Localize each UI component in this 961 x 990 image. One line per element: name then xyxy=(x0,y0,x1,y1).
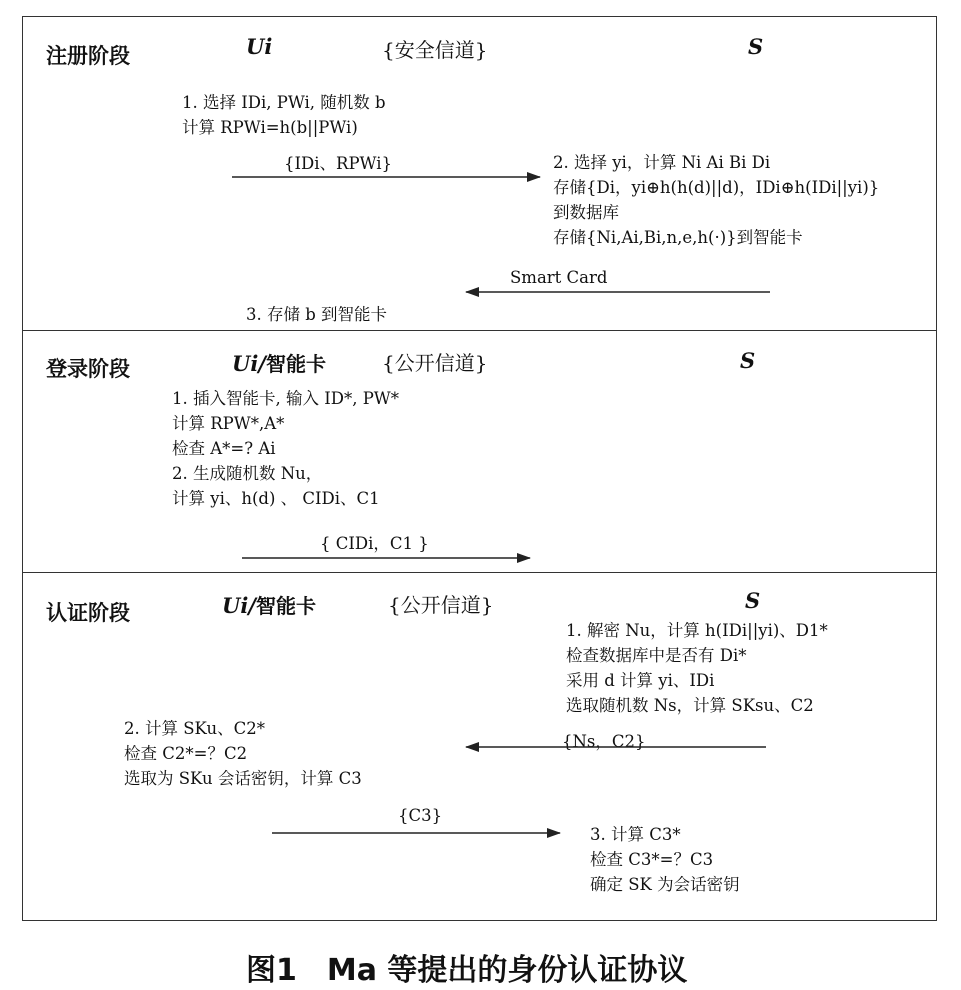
phase-label-login: 登录阶段 xyxy=(46,357,130,381)
channel-auth: {公开信道} xyxy=(388,593,494,617)
reg-msg1-label: {IDi、RPWi} xyxy=(284,154,392,173)
figure-caption: 图1 Ma 等提出的身份认证协议 xyxy=(246,953,688,988)
reg-step2-line3: 到数据库 xyxy=(553,203,619,222)
party-server-login: S xyxy=(740,348,756,373)
auth-step3-line3: 确定 SK 为会话密钥 xyxy=(590,875,740,894)
auth-step2-line1: 2. 计算 SKu、C2* xyxy=(124,719,265,738)
login-msg1-label: { CIDi，C1 } xyxy=(320,534,429,553)
auth-step3-line2: 检查 C3*=？C3 xyxy=(590,850,714,869)
auth-step2-line2: 检查 C2*=？C2 xyxy=(124,744,248,763)
phase-label-auth: 认证阶段 xyxy=(46,601,130,625)
party-user-auth-card: 智能卡 xyxy=(255,594,316,618)
auth-msg1-label: {Ns，C2} xyxy=(562,732,646,751)
login-step1-line4: 2. 生成随机数 Nu， xyxy=(172,464,323,483)
auth-step1-line1: 1. 解密 Nu，计算 h(IDi||yi)、D1* xyxy=(566,621,828,640)
phase-label-registration: 注册阶段 xyxy=(46,44,130,68)
auth-step3-line1: 3. 计算 C3* xyxy=(590,825,681,844)
auth-step1-line2: 检查数据库中是否有 Di* xyxy=(566,646,747,665)
reg-step3: 3. 存储 b 到智能卡 xyxy=(246,305,388,324)
auth-msg2-label: {C3} xyxy=(398,806,443,825)
login-step1-line3: 检查 A*=? Ai xyxy=(172,439,276,458)
party-user-login-id: Ui/ xyxy=(232,351,266,376)
party-user-login-card: 智能卡 xyxy=(265,352,326,376)
channel-registration: {安全信道} xyxy=(382,38,488,62)
reg-step2-line2: 存储{Di，yi⊕h(h(d)||d)，IDi⊕h(IDi||yi)} xyxy=(553,178,880,197)
party-user-registration: Ui xyxy=(246,34,273,59)
reg-step1-line1: 1. 选择 IDi, PWi, 随机数 b xyxy=(182,93,386,112)
login-step1-line2: 计算 RPW*,A* xyxy=(172,414,285,433)
reg-msg2-label: Smart Card xyxy=(510,268,608,287)
reg-step1-line2: 计算 RPWi=h(b||PWi) xyxy=(182,118,358,137)
party-user-auth-id: Ui/ xyxy=(222,593,256,618)
reg-step2-line1: 2. 选择 yi，计算 Ni Ai Bi Di xyxy=(553,153,771,172)
channel-login: {公开信道} xyxy=(382,351,488,375)
auth-step2-line3: 选取为 SKu 会话密钥，计算 C3 xyxy=(124,769,362,788)
party-server-registration: S xyxy=(748,34,764,59)
party-server-auth: S xyxy=(745,588,761,613)
login-step1-line5: 计算 yi、h(d) 、 CIDi、C1 xyxy=(172,489,380,508)
login-step1-line1: 1. 插入智能卡, 输入 ID*, PW* xyxy=(172,389,400,408)
reg-step2-line4: 存储{Ni,Ai,Bi,n,e,h(·)}到智能卡 xyxy=(553,228,803,247)
auth-step1-line3: 采用 d 计算 yi、IDi xyxy=(566,671,715,690)
auth-step1-line4: 选取随机数 Ns，计算 SKsu、C2 xyxy=(566,696,814,715)
